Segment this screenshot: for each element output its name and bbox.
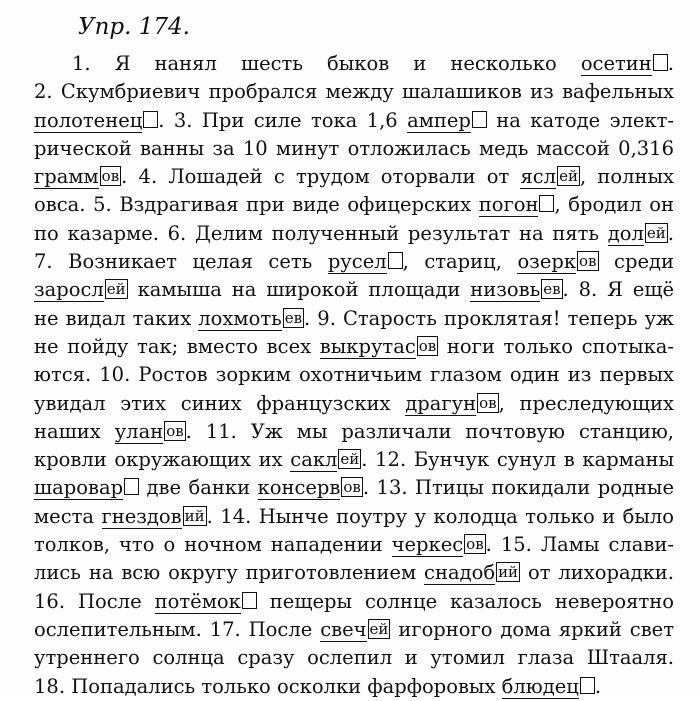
word-stem: черкес <box>391 533 464 557</box>
word-stem: русел <box>327 250 387 274</box>
text-segment: пещеры солнце казалось невероятно <box>256 589 674 613</box>
text-segment: лись на всю округу приготовлением <box>34 561 425 585</box>
word-stem: лохмоть <box>198 306 282 330</box>
word-stem: осетин <box>580 52 652 75</box>
word-stem: выкрутас <box>319 334 416 358</box>
word-stem: улан <box>114 419 164 443</box>
empty-ending-box <box>388 252 403 269</box>
word-stem: шаровар <box>34 476 124 500</box>
word-stem: грамм <box>34 165 99 189</box>
text-segment: . 12. Бунчук сунул в карманы <box>361 448 674 472</box>
text-segment: по казарме. 6. Делим полученный результат на пять <box>34 221 608 245</box>
word-stem: свеч <box>320 617 367 641</box>
text-segment: 16. После <box>34 589 155 613</box>
empty-ending-box <box>242 592 257 609</box>
text-segment: , бродил он <box>554 193 675 217</box>
text-segment: . <box>667 221 674 245</box>
text-line <box>34 503 674 531</box>
text-segment: . 3. При силе тока 1,6 <box>158 108 408 132</box>
ending-box: ей <box>369 619 389 638</box>
text-segment: . 8. Я ещё <box>562 278 675 302</box>
word-stem: озерк <box>517 250 577 274</box>
word-stem: драгун <box>405 391 477 415</box>
text-line <box>34 135 674 163</box>
word-stem: ясл <box>520 165 557 189</box>
text-segment: 7. Возникает целая сеть <box>34 250 328 274</box>
text-line <box>34 446 674 474</box>
ending-box: ей <box>646 223 666 242</box>
text-line <box>34 163 674 191</box>
word-stem: снадоб <box>424 561 496 585</box>
text-line <box>34 673 674 701</box>
text-segment: две банки <box>139 476 258 500</box>
text-segment: , стариц, <box>402 250 518 274</box>
text-segment: среди <box>598 250 674 274</box>
ending-box: ов <box>479 393 497 412</box>
empty-ending-box <box>124 478 139 495</box>
text-segment: . 9. Старость проклятая! теперь уж <box>304 306 674 330</box>
text-line <box>34 248 674 276</box>
text-segment: не видал таких <box>34 306 199 330</box>
text-line <box>34 588 674 616</box>
ending-box: ов <box>418 336 437 355</box>
empty-ending-box <box>580 677 595 694</box>
word-stem: ампер <box>407 108 471 132</box>
ending-box: ей <box>340 450 360 469</box>
text-segment: . 15. Ламы слави- <box>485 533 675 557</box>
text-line <box>34 361 674 389</box>
ending-box: ев <box>543 280 561 299</box>
text-segment: наших <box>34 419 115 443</box>
word-stem: потёмок <box>154 589 241 613</box>
text-segment: 2. Скумбриевич пробрался между шалашиков из вафельных <box>34 80 674 104</box>
text-line <box>34 474 674 502</box>
word-stem: гнездов <box>101 504 182 528</box>
word-stem: дол <box>607 221 644 245</box>
text-segment: ются. 10. Ростов зорким охотничьим глазом один из первых <box>34 363 674 387</box>
text-segment: места <box>34 504 102 528</box>
text-segment: рической ванны за 10 минут отложилась медь массой 0,316 <box>34 136 674 160</box>
text-line <box>34 616 674 644</box>
text-line <box>34 50 674 78</box>
ending-box: ей <box>559 167 578 186</box>
text-segment: от лихорадки. <box>520 561 674 585</box>
text-line <box>34 305 674 333</box>
text-line <box>34 644 674 672</box>
ending-box: ов <box>166 421 184 440</box>
word-stem: консерв <box>257 476 341 500</box>
text-segment: . 11. Уж мы различали почтовую станцию, <box>185 419 674 443</box>
text-line <box>34 418 674 446</box>
ending-box: ев <box>284 308 303 327</box>
empty-ending-box <box>143 111 158 128</box>
text-line <box>34 531 674 559</box>
text-segment: 18. Попадались только осколки фарфоровых <box>34 674 502 698</box>
text-segment: , преследующих <box>498 391 674 415</box>
ending-box: ий <box>184 506 205 525</box>
word-stem: полотенец <box>34 108 143 132</box>
empty-ending-box <box>653 54 668 71</box>
text-line <box>34 220 674 248</box>
word-stem: блюдец <box>501 674 579 698</box>
word-stem: сакл <box>290 448 338 472</box>
text-segment: , полных <box>579 165 674 189</box>
empty-ending-box <box>472 111 487 128</box>
text-line <box>34 390 674 418</box>
text-segment: ослепительным. 17. После <box>34 617 321 641</box>
word-stem: низовь <box>470 278 541 302</box>
empty-ending-box <box>539 195 554 212</box>
ending-box: ов <box>101 167 120 186</box>
exercise-body <box>34 50 674 701</box>
exercise-title: Упр. 174. <box>78 14 190 40</box>
text-segment: . 13. Птицы покидали родные <box>362 476 674 500</box>
text-segment: камыша на широкой площади <box>127 278 471 302</box>
text-line <box>34 559 674 587</box>
text-segment: толков, что о ночном нападении <box>34 533 392 557</box>
text-segment: игорного дома яркий свет <box>390 617 675 641</box>
text-segment: . 4. Лошадей с трудом оторвали от <box>121 165 521 189</box>
ending-box: ов <box>343 478 361 497</box>
text-segment: на катоде элект- <box>486 108 674 132</box>
text-segment: кровли окружающих их <box>34 448 291 472</box>
text-segment: 1. Я нанял шесть быков и несколько <box>72 52 581 75</box>
word-stem: погон <box>478 193 539 217</box>
ending-box: ий <box>498 563 519 582</box>
text-line <box>34 191 674 219</box>
text-segment: ноги только спотыка- <box>438 334 674 358</box>
ending-box: ей <box>106 280 126 299</box>
text-segment: . 14. Нынче поутру у колодца только и было <box>206 504 674 528</box>
text-segment: не пойду так; вместо всех <box>34 334 320 358</box>
ending-box: ов <box>466 535 484 554</box>
text-segment: утреннего солнца сразу ослепил и утомил глаза Штааля. <box>34 646 674 670</box>
word-stem: заросл <box>34 278 104 302</box>
text-line <box>34 333 674 361</box>
text-line <box>34 107 674 135</box>
text-line <box>34 276 674 304</box>
text-line <box>34 78 674 106</box>
text-segment: . <box>667 52 674 75</box>
text-segment: овса. 5. Вздрагивая при виде офицерских <box>34 193 479 217</box>
text-segment: увидал этих синих французских <box>34 391 406 415</box>
ending-box: ов <box>579 252 597 271</box>
text-segment: . <box>594 674 602 698</box>
